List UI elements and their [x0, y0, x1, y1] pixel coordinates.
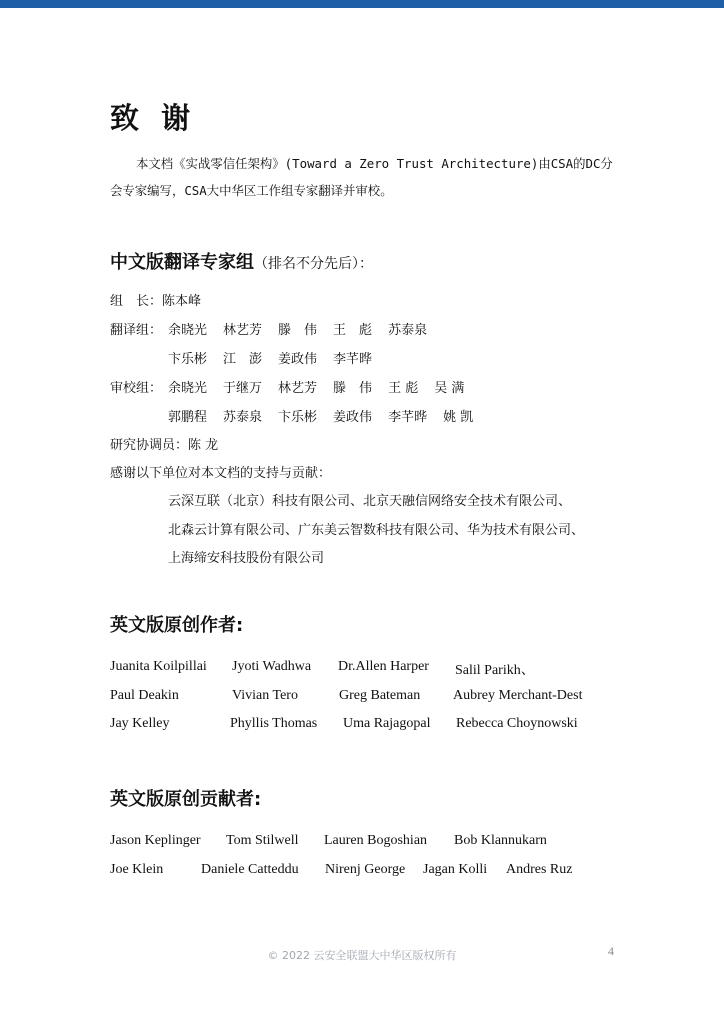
intro-paragraph [110, 150, 620, 204]
reviewer-name: 余晓光 [168, 381, 208, 396]
translator-name: 王 彪 [333, 323, 373, 338]
translators-names-1 [168, 321, 443, 341]
contributor-name: Jason Keplinger [110, 833, 201, 848]
contributor-name: Jagan Kolli [423, 862, 488, 877]
intro-text: 本文档《实战零信任架构》(Toward a Zero Trust Architecture)由CSA的DC分会专家编写，CSA大中华区工作组专家翻译并审校。 [110, 156, 613, 198]
footer-copyright: © 2022 云安全联盟大中华区版权所有 [267, 949, 457, 962]
reviewer-name: 郭鹏程 [168, 410, 208, 425]
translator-name: 江 澎 [223, 352, 263, 367]
reviewer-name: 吴 满 [434, 381, 465, 396]
page-title: 致 谢 [110, 101, 197, 135]
cn-team-heading-note: （排名不分先后）： [254, 256, 373, 272]
author-name: Jay Kelley [110, 716, 170, 731]
organization-line: 云深互联（北京）科技有限公司、北京天融信网络安全技术有限公司、 [168, 494, 572, 509]
organization-line: 北森云计算有限公司、广东美云智数科技有限公司、华为技术有限公司、 [168, 523, 585, 538]
contributor-name: Lauren Bogoshian [324, 833, 428, 848]
author-name: Uma Rajagopal [343, 716, 431, 731]
reviewers-row-2 [168, 408, 489, 428]
reviewer-name: 姜政伟 [333, 410, 373, 425]
reviewer-name: 林艺芳 [278, 381, 318, 396]
translator-name: 卞乐彬 [168, 352, 208, 367]
organization-line: 上海缔安科技股份有限公司 [168, 551, 325, 566]
translator-name: 苏泰泉 [388, 323, 428, 338]
leader-row [110, 292, 201, 312]
author-name: Rebecca Choynowski [456, 716, 578, 731]
translator-name: 姜政伟 [278, 352, 318, 367]
author-name: Juanita Koilpillai [110, 659, 207, 674]
translators-label: 翻译组： [110, 323, 163, 338]
author-name: Salil Parikh、 [455, 663, 535, 678]
author-name: Greg Bateman [339, 688, 421, 703]
contributor-name: Bob Klannukarn [454, 833, 547, 848]
translators-row-1 [110, 321, 630, 341]
author-name: Aubrey Merchant-Dest [453, 688, 583, 703]
translator-name: 滕 伟 [278, 323, 318, 338]
contributor-name: Joe Klein [110, 862, 164, 877]
reviewer-name: 苏泰泉 [223, 410, 263, 425]
author-name: Jyoti Wadhwa [232, 659, 312, 674]
reviewer-name: 李芊晔 [388, 410, 428, 425]
leader-name: 陈本峰 [162, 294, 202, 309]
translators-row-2 [168, 350, 388, 370]
page-number: 4 [608, 944, 614, 958]
leader-label: 组 长： [110, 294, 163, 309]
reviewer-name: 卞乐彬 [278, 410, 318, 425]
top-accent-bar [0, 0, 724, 8]
reviewers-names-1 [168, 379, 480, 399]
cn-team-heading [110, 248, 373, 274]
contributor-name: Tom Stilwell [226, 833, 299, 848]
reviewers-row-1 [110, 379, 630, 399]
author-name: Dr.Allen Harper [338, 659, 429, 674]
translator-name: 李芊晔 [333, 352, 373, 367]
coordinator-line: 研究协调员：陈 龙 [110, 438, 219, 453]
reviewer-name: 滕 伟 [333, 381, 373, 396]
translator-name: 余晓光 [168, 323, 208, 338]
reviewers-label: 审校组： [110, 381, 163, 396]
author-name: Phyllis Thomas [230, 716, 318, 731]
authors-heading: 英文版原创作者: [110, 615, 244, 636]
thanks-intro: 感谢以下单位对本文档的支持与贡献： [110, 466, 332, 481]
author-name: Paul Deakin [110, 688, 179, 703]
reviewer-name: 王 彪 [388, 381, 419, 396]
contributors-heading: 英文版原创贡献者: [110, 789, 262, 810]
author-name: Vivian Tero [232, 688, 298, 703]
reviewer-name: 姚 凯 [443, 410, 474, 425]
contributor-name: Andres Ruz [506, 862, 573, 877]
reviewer-name: 于继万 [223, 381, 263, 396]
cn-team-heading-text: 中文版翻译专家组 [110, 252, 254, 273]
contributor-name: Daniele Catteddu [201, 862, 299, 877]
contributor-name: Nirenj George [325, 862, 406, 877]
translator-name: 林艺芳 [223, 323, 263, 338]
